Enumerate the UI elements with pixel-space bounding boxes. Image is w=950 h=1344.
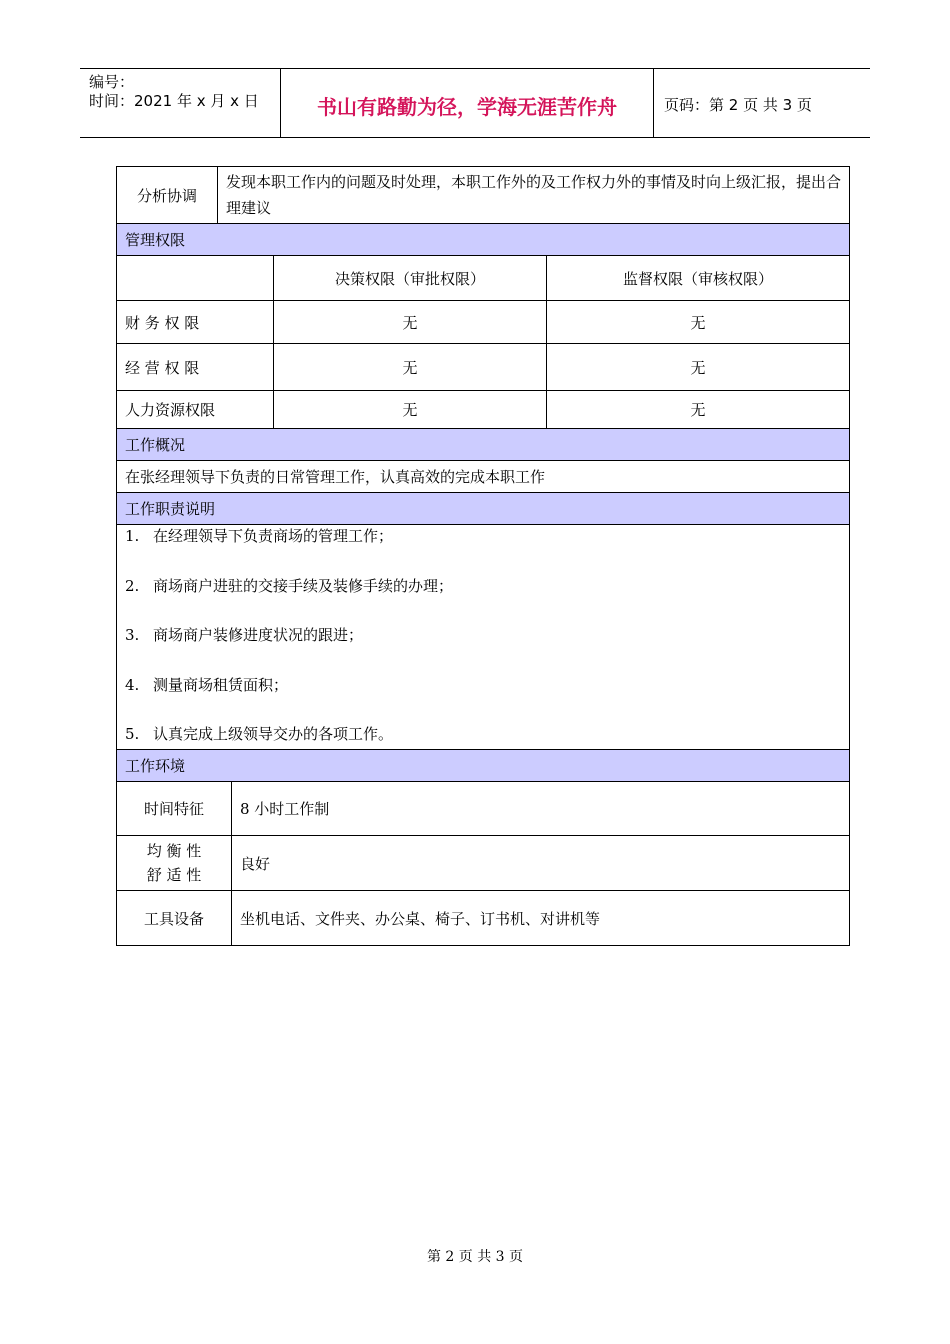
duties-row [117,525,850,750]
duties-list [117,525,850,750]
environment-time-row [117,782,850,836]
list-item: 5. 认真完成上级领导交办的各项工作。 [125,725,394,743]
supervision-authority-header: 监督权限（审核权限） [547,256,850,301]
analysis-label: 分析协调 [117,167,218,224]
supervision-value: 无 [547,391,850,429]
decision-value: 无 [274,391,547,429]
list-item: 1. 在经理领导下负责商场的管理工作； [125,527,394,545]
tools-label: 工具设备 [117,891,232,946]
authority-row-hr [117,391,850,429]
header-page-info: 页码：第 2 页 共 3 页 [664,95,812,114]
decision-value: 无 [274,301,547,344]
list-item: 3. 商场商户装修进度状况的跟进； [125,626,364,644]
overview-text: 在张经理领导下负责的日常管理工作，认真高效的完成本职工作 [117,461,850,493]
overview-section-row [117,429,850,461]
authority-header-row [117,256,850,301]
page-footer: 第 2 页 共 3 页 [426,1249,524,1265]
authority-row-operation [117,344,850,391]
authority-section-row [117,224,850,256]
document-date: 时间：2021 年 x 月 x 日 [89,92,259,110]
time-feature-value: 8 小时工作制 [232,782,850,836]
supervision-value: 无 [547,344,850,391]
authority-section-title: 管理权限 [117,224,850,256]
decision-authority-header: 决策权限（审批权限） [274,256,547,301]
tools-value: 坐机电话、文件夹、办公桌、椅子、订书机、对讲机等 [232,891,850,946]
header-motto: 书山有路勤为径，学海无涯苦作舟 [280,69,654,137]
balance-comfort-label [117,836,232,891]
job-description-table [116,166,850,946]
supervision-value: 无 [547,301,850,344]
overview-row [117,461,850,493]
decision-value: 无 [274,344,547,391]
overview-section-title: 工作概况 [117,429,850,461]
list-item: 2. 商场商户进驻的交接手续及装修手续的办理； [125,576,454,595]
authority-label: 财 务 权 限 [117,301,274,344]
environment-balance-row [117,836,850,891]
environment-section-title: 工作环境 [117,750,850,782]
analysis-row [117,167,850,224]
document-number-label: 编号： [89,73,135,91]
time-feature-label: 时间特征 [117,782,232,836]
environment-section-row [117,750,850,782]
authority-label: 经 营 权 限 [117,344,274,391]
analysis-text: 发现本职工作内的问题及时处理，本职工作外的及工作权力外的事情及时向上级汇报，提出合理建议 [218,167,850,224]
balance-label: 均 衡 性 [146,842,202,860]
comfort-label: 舒 适 性 [146,866,202,884]
authority-header-blank [117,256,274,301]
duties-section-row [117,493,850,525]
environment-tools-row [117,891,850,946]
duties-section-title: 工作职责说明 [117,493,850,525]
authority-label: 人力资源权限 [117,391,274,429]
list-item: 4. 测量商场租赁面积； [125,675,289,694]
authority-row-finance [117,301,850,344]
page-header [80,68,870,138]
balance-comfort-value: 良好 [232,836,850,891]
header-meta [80,69,280,137]
